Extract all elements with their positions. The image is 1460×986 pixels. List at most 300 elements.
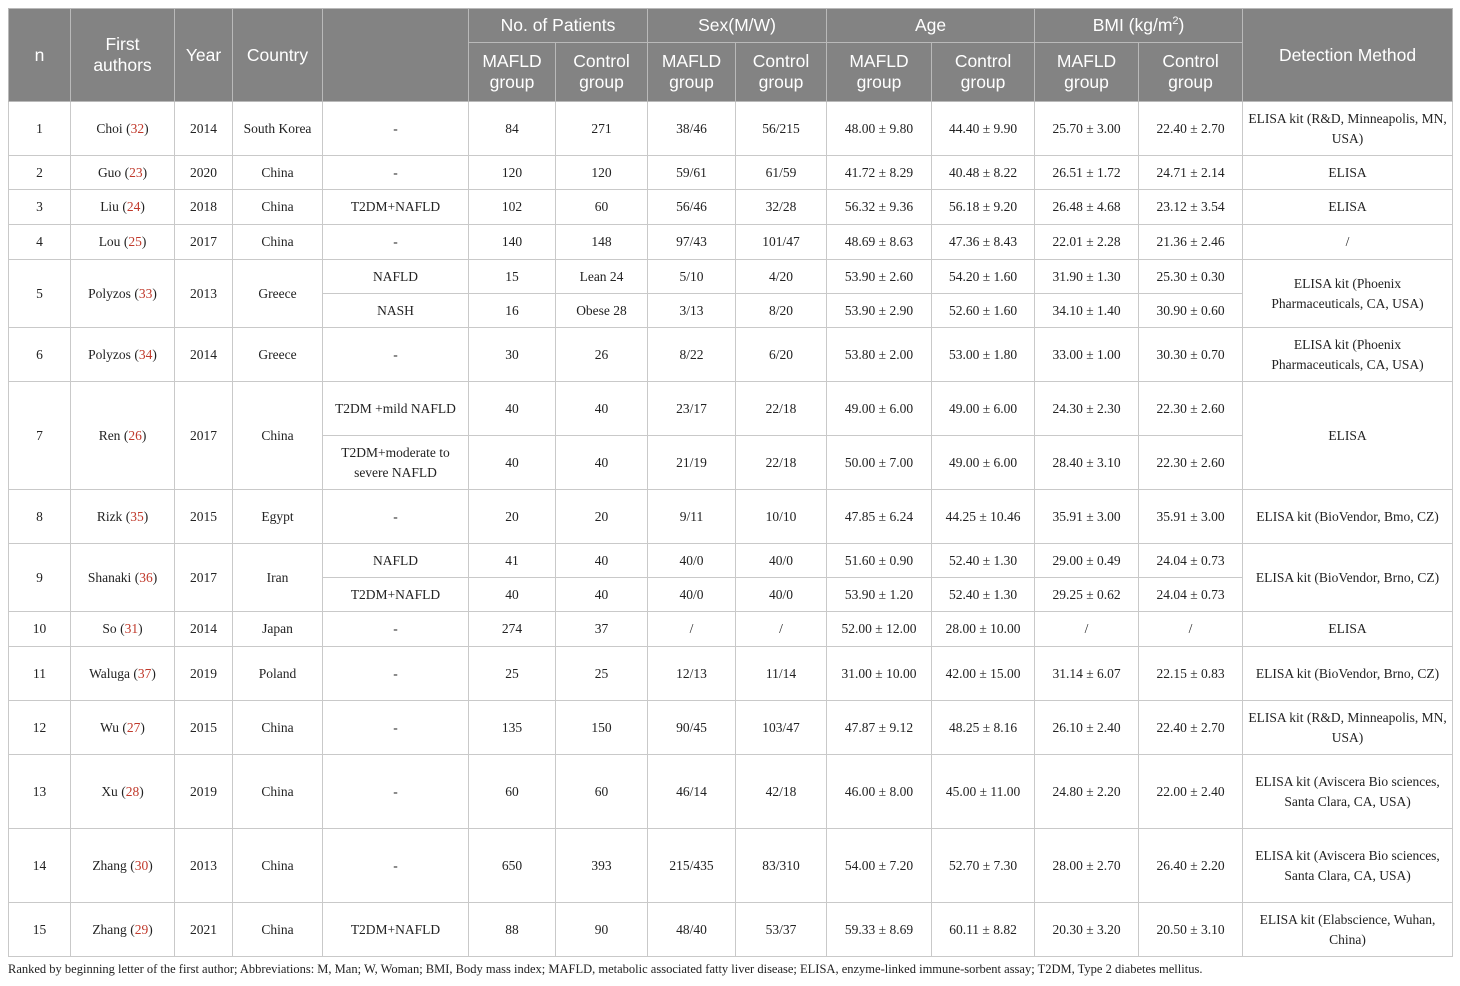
cell-age-mafld: 51.60 ± 0.90 bbox=[827, 544, 932, 578]
cell-year: 2019 bbox=[175, 755, 233, 829]
header-age-mafld: MAFLD group bbox=[827, 43, 932, 102]
cell-control-n: 40 bbox=[556, 436, 648, 490]
table-footnote: Ranked by beginning letter of the first author; Abbreviations: M, Man; W, Woman; BMI, Body mass index; MAFLD, metabolic associated fatty liver disease; ELISA, enzyme-linked immune-sorbent assay; T2DM, Type 2 diabetes mellitus. bbox=[8, 962, 1203, 976]
cell-bmi-mafld: 25.70 ± 3.00 bbox=[1035, 102, 1139, 156]
cell-bmi-mafld: 26.51 ± 1.72 bbox=[1035, 156, 1139, 190]
cell-mafld-n: 30 bbox=[469, 328, 556, 382]
cell-age-control: 56.18 ± 9.20 bbox=[932, 190, 1035, 225]
table-row bbox=[9, 225, 1453, 260]
cell-subgroup: - bbox=[323, 102, 469, 156]
cell-sex-control: 56/215 bbox=[736, 102, 827, 156]
header-year: Year bbox=[175, 9, 233, 102]
table-row bbox=[9, 328, 1453, 382]
cell-age-mafld: 53.90 ± 2.90 bbox=[827, 294, 932, 328]
cell-country: China bbox=[233, 755, 323, 829]
cell-sex-mafld: / bbox=[648, 612, 736, 647]
cell-bmi-mafld: 24.30 ± 2.30 bbox=[1035, 382, 1139, 436]
cell-sex-mafld: 12/13 bbox=[648, 647, 736, 701]
cell-sex-control: 11/14 bbox=[736, 647, 827, 701]
cell-sex-control: 10/10 bbox=[736, 490, 827, 544]
table-row bbox=[9, 829, 1453, 903]
table-row bbox=[9, 382, 1453, 436]
cell-author: So (31) bbox=[71, 612, 175, 647]
cell-bmi-control: 24.04 ± 0.73 bbox=[1139, 544, 1243, 578]
cell-age-control: 44.40 ± 9.90 bbox=[932, 102, 1035, 156]
cell-sex-mafld: 97/43 bbox=[648, 225, 736, 260]
cell-age-control: 42.00 ± 15.00 bbox=[932, 647, 1035, 701]
cell-country: Poland bbox=[233, 647, 323, 701]
cell-bmi-mafld: 34.10 ± 1.40 bbox=[1035, 294, 1139, 328]
cell-sex-control: 8/20 bbox=[736, 294, 827, 328]
cell-n: 14 bbox=[9, 829, 71, 903]
cell-year: 2021 bbox=[175, 903, 233, 957]
cell-age-control: 48.25 ± 8.16 bbox=[932, 701, 1035, 755]
cell-author: Polyzos (33) bbox=[71, 260, 175, 328]
cell-control-n: 393 bbox=[556, 829, 648, 903]
cell-mafld-n: 20 bbox=[469, 490, 556, 544]
cell-year: 2018 bbox=[175, 190, 233, 225]
cell-sex-control: / bbox=[736, 612, 827, 647]
cell-method: ELISA kit (R&D, Minneapolis, MN, USA) bbox=[1243, 701, 1453, 755]
cell-age-mafld: 41.72 ± 8.29 bbox=[827, 156, 932, 190]
author-name: Guo bbox=[97, 164, 122, 180]
reference-link[interactable]: 35 bbox=[130, 508, 144, 524]
cell-subgroup: - bbox=[323, 647, 469, 701]
cell-bmi-control: 21.36 ± 2.46 bbox=[1139, 225, 1243, 260]
header-bmi-control: Control group bbox=[1139, 43, 1243, 102]
cell-method: ELISA kit (Aviscera Bio sciences, Santa Clara, CA, USA) bbox=[1243, 755, 1453, 829]
cell-sex-mafld: 40/0 bbox=[648, 578, 736, 612]
cell-year: 2013 bbox=[175, 829, 233, 903]
cell-control-n: 60 bbox=[556, 190, 648, 225]
cell-subgroup: - bbox=[323, 490, 469, 544]
cell-age-control: 45.00 ± 11.00 bbox=[932, 755, 1035, 829]
cell-mafld-n: 102 bbox=[469, 190, 556, 225]
cell-sex-mafld: 40/0 bbox=[648, 544, 736, 578]
cell-n: 11 bbox=[9, 647, 71, 701]
cell-bmi-mafld: 28.40 ± 3.10 bbox=[1035, 436, 1139, 490]
cell-sex-mafld: 215/435 bbox=[648, 829, 736, 903]
cell-bmi-control: 22.40 ± 2.70 bbox=[1139, 701, 1243, 755]
cell-subgroup: - bbox=[323, 156, 469, 190]
cell-bmi-control: 22.40 ± 2.70 bbox=[1139, 102, 1243, 156]
cell-age-control: 52.60 ± 1.60 bbox=[932, 294, 1035, 328]
cell-country: Greece bbox=[233, 260, 323, 328]
header-country: Country bbox=[233, 9, 323, 102]
cell-subgroup: NAFLD bbox=[323, 544, 469, 578]
cell-bmi-control: 22.30 ± 2.60 bbox=[1139, 382, 1243, 436]
author-name: Wu bbox=[100, 719, 120, 735]
cell-n: 2 bbox=[9, 156, 71, 190]
cell-age-mafld: 48.00 ± 9.80 bbox=[827, 102, 932, 156]
cell-n: 15 bbox=[9, 903, 71, 957]
cell-age-mafld: 47.87 ± 9.12 bbox=[827, 701, 932, 755]
reference-link[interactable]: 29 bbox=[134, 921, 149, 937]
cell-author: Zhang (29) bbox=[71, 903, 175, 957]
header-first-authors: First authors bbox=[71, 9, 175, 102]
cell-country: China bbox=[233, 903, 323, 957]
cell-subgroup: T2DM+NAFLD bbox=[323, 903, 469, 957]
cell-age-mafld: 53.90 ± 1.20 bbox=[827, 578, 932, 612]
cell-country: South Korea bbox=[233, 102, 323, 156]
cell-subgroup: - bbox=[323, 225, 469, 260]
cell-method: ELISA kit (BioVendor, Brno, CZ) bbox=[1243, 647, 1453, 701]
cell-mafld-n: 40 bbox=[469, 382, 556, 436]
cell-age-control: 28.00 ± 10.00 bbox=[932, 612, 1035, 647]
cell-control-n: Obese 28 bbox=[556, 294, 648, 328]
reference-link[interactable]: 26 bbox=[128, 427, 142, 443]
cell-method: ELISA kit (BioVendor, Bmo, CZ) bbox=[1243, 490, 1453, 544]
cell-subgroup: NAFLD bbox=[323, 260, 469, 294]
header-bmi bbox=[1035, 9, 1243, 43]
cell-country: China bbox=[233, 190, 323, 225]
cell-method: ELISA kit (Phoenix Pharmaceuticals, CA, USA) bbox=[1243, 260, 1453, 328]
cell-year: 2015 bbox=[175, 490, 233, 544]
cell-bmi-control: 24.04 ± 0.73 bbox=[1139, 578, 1243, 612]
cell-n: 7 bbox=[9, 382, 71, 490]
cell-bmi-control: 24.71 ± 2.14 bbox=[1139, 156, 1243, 190]
cell-method: ELISA kit (Aviscera Bio sciences, Santa Clara, CA, USA) bbox=[1243, 829, 1453, 903]
cell-year: 2017 bbox=[175, 225, 233, 260]
header-no-patients: No. of Patients bbox=[469, 9, 648, 43]
cell-sex-control: 53/37 bbox=[736, 903, 827, 957]
cell-sex-control: 101/47 bbox=[736, 225, 827, 260]
cell-country: China bbox=[233, 701, 323, 755]
cell-sex-mafld: 46/14 bbox=[648, 755, 736, 829]
cell-age-control: 52.70 ± 7.30 bbox=[932, 829, 1035, 903]
cell-country: Egypt bbox=[233, 490, 323, 544]
table-row bbox=[9, 156, 1453, 190]
header-bmi-mafld: MAFLD group bbox=[1035, 43, 1139, 102]
cell-age-mafld: 31.00 ± 10.00 bbox=[827, 647, 932, 701]
cell-bmi-control: 22.30 ± 2.60 bbox=[1139, 436, 1243, 490]
cell-mafld-n: 88 bbox=[469, 903, 556, 957]
cell-author: Waluga (37) bbox=[71, 647, 175, 701]
cell-mafld-n: 41 bbox=[469, 544, 556, 578]
author-name: Xu bbox=[101, 783, 118, 799]
cell-bmi-control: 20.50 ± 3.10 bbox=[1139, 903, 1243, 957]
cell-sex-control: 83/310 bbox=[736, 829, 827, 903]
cell-control-n: 60 bbox=[556, 755, 648, 829]
cell-bmi-mafld: 26.48 ± 4.68 bbox=[1035, 190, 1139, 225]
cell-mafld-n: 84 bbox=[469, 102, 556, 156]
cell-author: Guo (23) bbox=[71, 156, 175, 190]
cell-control-n: 37 bbox=[556, 612, 648, 647]
cell-mafld-n: 40 bbox=[469, 578, 556, 612]
cell-age-control: 49.00 ± 6.00 bbox=[932, 436, 1035, 490]
table-row bbox=[9, 490, 1453, 544]
cell-method: ELISA bbox=[1243, 382, 1453, 490]
cell-bmi-mafld: 31.90 ± 1.30 bbox=[1035, 260, 1139, 294]
cell-control-n: 25 bbox=[556, 647, 648, 701]
cell-method: ELISA bbox=[1243, 612, 1453, 647]
cell-control-n: 40 bbox=[556, 382, 648, 436]
cell-year: 2017 bbox=[175, 544, 233, 612]
cell-sex-control: 40/0 bbox=[736, 578, 827, 612]
cell-subgroup: - bbox=[323, 755, 469, 829]
cell-year: 2014 bbox=[175, 102, 233, 156]
table-body bbox=[9, 102, 1453, 957]
reference-link[interactable]: 25 bbox=[128, 234, 142, 249]
cell-n: 8 bbox=[9, 490, 71, 544]
cell-control-n: 40 bbox=[556, 578, 648, 612]
cell-bmi-mafld: 31.14 ± 6.07 bbox=[1035, 647, 1139, 701]
cell-age-mafld: 54.00 ± 7.20 bbox=[827, 829, 932, 903]
cell-mafld-n: 16 bbox=[469, 294, 556, 328]
cell-method: ELISA kit (Elabscience, Wuhan, China) bbox=[1243, 903, 1453, 957]
cell-sex-control: 42/18 bbox=[736, 755, 827, 829]
cell-mafld-n: 120 bbox=[469, 156, 556, 190]
header-bmi-prefix: BMI (kg/m bbox=[1092, 15, 1173, 35]
header-age: Age bbox=[827, 9, 1035, 43]
cell-subgroup: - bbox=[323, 328, 469, 382]
cell-bmi-control: 26.40 ± 2.20 bbox=[1139, 829, 1243, 903]
cell-year: 2014 bbox=[175, 612, 233, 647]
cell-subgroup: - bbox=[323, 701, 469, 755]
header-age-control: Control group bbox=[932, 43, 1035, 102]
header-patients-control: Control group bbox=[556, 43, 648, 102]
reference-link[interactable]: 31 bbox=[124, 621, 139, 636]
cell-bmi-control: / bbox=[1139, 612, 1243, 647]
table-row bbox=[9, 755, 1453, 829]
cell-n: 3 bbox=[9, 190, 71, 225]
cell-sex-mafld: 3/13 bbox=[648, 294, 736, 328]
cell-sex-mafld: 38/46 bbox=[648, 102, 736, 156]
cell-year: 2020 bbox=[175, 156, 233, 190]
cell-author: Choi (32) bbox=[71, 102, 175, 156]
cell-mafld-n: 140 bbox=[469, 225, 556, 260]
header-sex-mafld: MAFLD group bbox=[648, 43, 736, 102]
cell-year: 2017 bbox=[175, 382, 233, 490]
cell-control-n: 120 bbox=[556, 156, 648, 190]
cell-author: Lou (25) bbox=[71, 225, 175, 260]
cell-subgroup: NASH bbox=[323, 294, 469, 328]
cell-method: ELISA kit (R&D, Minneapolis, MN, USA) bbox=[1243, 102, 1453, 156]
cell-age-control: 40.48 ± 8.22 bbox=[932, 156, 1035, 190]
cell-bmi-mafld: 29.25 ± 0.62 bbox=[1035, 578, 1139, 612]
cell-sex-mafld: 23/17 bbox=[648, 382, 736, 436]
author-name: Rizk bbox=[96, 508, 123, 524]
cell-sex-mafld: 48/40 bbox=[648, 903, 736, 957]
cell-sex-mafld: 90/45 bbox=[648, 701, 736, 755]
cell-age-mafld: 52.00 ± 12.00 bbox=[827, 612, 932, 647]
cell-subgroup: T2DM+moderate to severe NAFLD bbox=[323, 436, 469, 490]
cell-age-mafld: 56.32 ± 9.36 bbox=[827, 190, 932, 225]
cell-bmi-control: 35.91 ± 3.00 bbox=[1139, 490, 1243, 544]
table-row bbox=[9, 102, 1453, 156]
cell-age-control: 53.00 ± 1.80 bbox=[932, 328, 1035, 382]
cell-country: China bbox=[233, 382, 323, 490]
reference-link[interactable]: 30 bbox=[134, 857, 149, 873]
cell-age-mafld: 53.80 ± 2.00 bbox=[827, 328, 932, 382]
author-name: Lou bbox=[98, 234, 121, 249]
cell-sex-mafld: 21/19 bbox=[648, 436, 736, 490]
cell-control-n: 148 bbox=[556, 225, 648, 260]
reference-link[interactable]: 27 bbox=[126, 719, 141, 735]
reference-link[interactable]: 28 bbox=[125, 783, 140, 799]
cell-author: Ren (26) bbox=[71, 382, 175, 490]
cell-control-n: 20 bbox=[556, 490, 648, 544]
cell-control-n: 90 bbox=[556, 903, 648, 957]
cell-bmi-control: 22.00 ± 2.40 bbox=[1139, 755, 1243, 829]
cell-bmi-control: 25.30 ± 0.30 bbox=[1139, 260, 1243, 294]
header-subgroup bbox=[323, 9, 469, 102]
cell-bmi-mafld: / bbox=[1035, 612, 1139, 647]
cell-bmi-control: 23.12 ± 3.54 bbox=[1139, 190, 1243, 225]
cell-mafld-n: 40 bbox=[469, 436, 556, 490]
cell-sex-control: 22/18 bbox=[736, 436, 827, 490]
cell-country: China bbox=[233, 225, 323, 260]
table-row bbox=[9, 260, 1453, 294]
cell-author: Rizk (35) bbox=[71, 490, 175, 544]
cell-subgroup: T2DM+NAFLD bbox=[323, 578, 469, 612]
cell-mafld-n: 650 bbox=[469, 829, 556, 903]
cell-subgroup: T2DM +mild NAFLD bbox=[323, 382, 469, 436]
author-name: Zhang bbox=[92, 921, 127, 937]
cell-age-mafld: 47.85 ± 6.24 bbox=[827, 490, 932, 544]
reference-link[interactable]: 24 bbox=[126, 199, 141, 214]
cell-n: 10 bbox=[9, 612, 71, 647]
cell-age-control: 60.11 ± 8.82 bbox=[932, 903, 1035, 957]
cell-sex-control: 4/20 bbox=[736, 260, 827, 294]
cell-n: 5 bbox=[9, 260, 71, 328]
cell-bmi-mafld: 33.00 ± 1.00 bbox=[1035, 328, 1139, 382]
reference-link[interactable]: 34 bbox=[138, 346, 153, 362]
table-row bbox=[9, 190, 1453, 225]
cell-age-mafld: 53.90 ± 2.60 bbox=[827, 260, 932, 294]
cell-bmi-mafld: 22.01 ± 2.28 bbox=[1035, 225, 1139, 260]
cell-mafld-n: 25 bbox=[469, 647, 556, 701]
cell-control-n: 40 bbox=[556, 544, 648, 578]
author-name: Waluga bbox=[89, 665, 131, 681]
cell-age-control: 44.25 ± 10.46 bbox=[932, 490, 1035, 544]
reference-link[interactable]: 23 bbox=[129, 164, 143, 180]
cell-sex-control: 103/47 bbox=[736, 701, 827, 755]
cell-age-control: 47.36 ± 8.43 bbox=[932, 225, 1035, 260]
cell-country: Iran bbox=[233, 544, 323, 612]
author-name: Liu bbox=[100, 199, 119, 214]
cell-country: Japan bbox=[233, 612, 323, 647]
author-name: Polyzos bbox=[88, 346, 131, 362]
cell-bmi-mafld: 24.80 ± 2.20 bbox=[1035, 755, 1139, 829]
reference-link[interactable]: 37 bbox=[137, 665, 152, 681]
cell-age-control: 49.00 ± 6.00 bbox=[932, 382, 1035, 436]
cell-sex-control: 6/20 bbox=[736, 328, 827, 382]
table-header bbox=[9, 9, 1453, 102]
cell-age-control: 52.40 ± 1.30 bbox=[932, 544, 1035, 578]
cell-age-mafld: 48.69 ± 8.63 bbox=[827, 225, 932, 260]
table-row bbox=[9, 903, 1453, 957]
cell-bmi-mafld: 26.10 ± 2.40 bbox=[1035, 701, 1139, 755]
cell-mafld-n: 274 bbox=[469, 612, 556, 647]
cell-year: 2013 bbox=[175, 260, 233, 328]
cell-bmi-control: 30.90 ± 0.60 bbox=[1139, 294, 1243, 328]
cell-sex-mafld: 59/61 bbox=[648, 156, 736, 190]
cell-method: ELISA bbox=[1243, 156, 1453, 190]
cell-n: 9 bbox=[9, 544, 71, 612]
cell-sex-control: 40/0 bbox=[736, 544, 827, 578]
cell-author: Liu (24) bbox=[71, 190, 175, 225]
author-name: Shanaki bbox=[87, 569, 132, 585]
author-name: Ren bbox=[98, 427, 121, 443]
cell-age-mafld: 46.00 ± 8.00 bbox=[827, 755, 932, 829]
cell-control-n: Lean 24 bbox=[556, 260, 648, 294]
cell-mafld-n: 135 bbox=[469, 701, 556, 755]
author-name: Choi bbox=[96, 120, 123, 136]
header-n: n bbox=[9, 9, 71, 102]
cell-sex-mafld: 56/46 bbox=[648, 190, 736, 225]
cell-method: ELISA kit (BioVendor, Brno, CZ) bbox=[1243, 544, 1453, 612]
header-bmi-superscript: 2 bbox=[1172, 15, 1179, 27]
header-bmi-suffix: ) bbox=[1178, 15, 1185, 35]
table-row bbox=[9, 701, 1453, 755]
author-name: Zhang bbox=[92, 857, 127, 873]
cell-age-mafld: 59.33 ± 8.69 bbox=[827, 903, 932, 957]
cell-country: China bbox=[233, 829, 323, 903]
cell-age-mafld: 50.00 ± 7.00 bbox=[827, 436, 932, 490]
cell-age-mafld: 49.00 ± 6.00 bbox=[827, 382, 932, 436]
cell-sex-mafld: 8/22 bbox=[648, 328, 736, 382]
header-sex: Sex(M/W) bbox=[648, 9, 827, 43]
table-row bbox=[9, 612, 1453, 647]
cell-author: Shanaki (36) bbox=[71, 544, 175, 612]
cell-sex-mafld: 9/11 bbox=[648, 490, 736, 544]
cell-subgroup: T2DM+NAFLD bbox=[323, 190, 469, 225]
cell-n: 1 bbox=[9, 102, 71, 156]
cell-author: Zhang (30) bbox=[71, 829, 175, 903]
cell-year: 2019 bbox=[175, 647, 233, 701]
reference-link[interactable]: 36 bbox=[139, 569, 153, 585]
cell-bmi-control: 30.30 ± 0.70 bbox=[1139, 328, 1243, 382]
study-characteristics-table bbox=[8, 8, 1453, 957]
cell-method: ELISA bbox=[1243, 190, 1453, 225]
cell-author: Wu (27) bbox=[71, 701, 175, 755]
cell-bmi-mafld: 20.30 ± 3.20 bbox=[1035, 903, 1139, 957]
cell-author: Xu (28) bbox=[71, 755, 175, 829]
header-sex-control: Control group bbox=[736, 43, 827, 102]
cell-bmi-mafld: 35.91 ± 3.00 bbox=[1035, 490, 1139, 544]
reference-link[interactable]: 32 bbox=[130, 120, 145, 136]
cell-method: ELISA kit (Phoenix Pharmaceuticals, CA, USA) bbox=[1243, 328, 1453, 382]
cell-sex-control: 22/18 bbox=[736, 382, 827, 436]
cell-year: 2015 bbox=[175, 701, 233, 755]
cell-n: 13 bbox=[9, 755, 71, 829]
cell-control-n: 271 bbox=[556, 102, 648, 156]
cell-subgroup: - bbox=[323, 829, 469, 903]
author-name: Polyzos bbox=[88, 285, 131, 301]
cell-mafld-n: 60 bbox=[469, 755, 556, 829]
author-name: So bbox=[102, 621, 117, 636]
cell-country: Greece bbox=[233, 328, 323, 382]
cell-bmi-control: 22.15 ± 0.83 bbox=[1139, 647, 1243, 701]
cell-country: China bbox=[233, 156, 323, 190]
cell-control-n: 150 bbox=[556, 701, 648, 755]
header-detection-method: Detection Method bbox=[1243, 9, 1453, 102]
header-patients-mafld: MAFLD group bbox=[469, 43, 556, 102]
cell-bmi-mafld: 28.00 ± 2.70 bbox=[1035, 829, 1139, 903]
cell-age-control: 52.40 ± 1.30 bbox=[932, 578, 1035, 612]
cell-subgroup: - bbox=[323, 612, 469, 647]
cell-author: Polyzos (34) bbox=[71, 328, 175, 382]
cell-mafld-n: 15 bbox=[469, 260, 556, 294]
table-row bbox=[9, 647, 1453, 701]
cell-sex-control: 61/59 bbox=[736, 156, 827, 190]
cell-method: / bbox=[1243, 225, 1453, 260]
cell-sex-control: 32/28 bbox=[736, 190, 827, 225]
cell-bmi-mafld: 29.00 ± 0.49 bbox=[1035, 544, 1139, 578]
reference-link[interactable]: 33 bbox=[138, 285, 153, 301]
cell-year: 2014 bbox=[175, 328, 233, 382]
